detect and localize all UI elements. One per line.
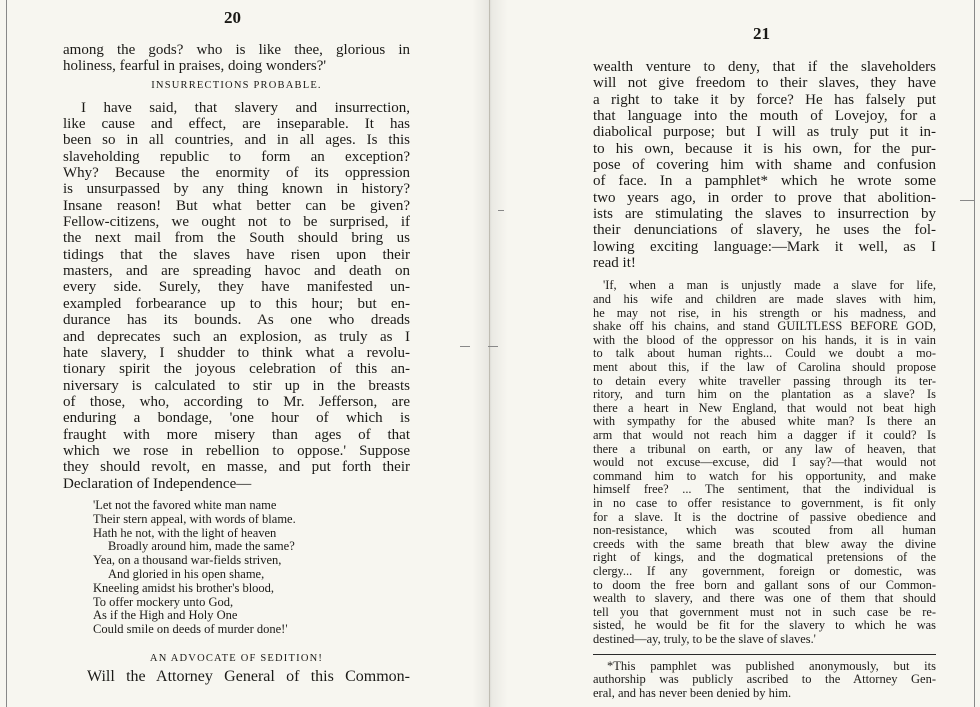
text-line: Fellow-citizens, we ought not to be surprised, if xyxy=(63,214,410,231)
margin-mark xyxy=(460,346,470,347)
quote-line: with sympathy for the abused white man? Is there an xyxy=(593,414,936,429)
quote-line: and his wife and children are made slaves with him, xyxy=(593,292,936,307)
text-line: of face. In a pamphlet* which he wrote some xyxy=(593,173,936,190)
quotation-block xyxy=(593,279,936,646)
quote-line: for a slave. It is the doctrine of passive obedience and xyxy=(593,509,936,524)
text-line: tidings that the slaves have risen upon their xyxy=(63,246,410,263)
poem-line: As if the High and Holy One xyxy=(93,608,238,623)
text-line: slaveholding republic to form an exception? xyxy=(63,148,410,165)
text-line: lowing exciting language:—Mark it well, as I xyxy=(593,238,936,255)
poem-line: Kneeling amidst his brother's blood, xyxy=(93,580,275,595)
quote-line: non-resistance, which was scouted from all human xyxy=(593,523,936,538)
text-line: holiness, fearful in praises, doing wonders?' xyxy=(63,58,327,75)
poem-line: 'Let not the favored white man name xyxy=(93,497,277,512)
quote-line: arm that would not reach him a dagger if it could? Is xyxy=(593,428,936,442)
text-line: they should revolt, en masse, and put forth their xyxy=(63,459,410,476)
left-edge-line xyxy=(6,0,7,707)
quote-line: 'If, when a man is unjustly made a slave for life, xyxy=(603,278,936,293)
quote-line: shake off his chains, and stand GUILTLESS BEFORE GOD, xyxy=(593,319,936,334)
text-line: like cause and effect, are inseparable. It has xyxy=(63,116,410,133)
text-line: and deprecates such an explosion, as truly as I xyxy=(63,328,410,345)
footnote-rule xyxy=(593,654,936,655)
margin-mark xyxy=(488,346,498,347)
text-line: hate slavery, I shudder to think what a revolu- xyxy=(63,344,410,361)
text-line: masters, and are spreading havoc and death on xyxy=(63,263,410,280)
margin-mark xyxy=(960,200,974,201)
poem-block xyxy=(93,499,410,637)
text-line: among the gods? who is like thee, glorious in xyxy=(63,42,410,58)
quote-line: himself free? ... The sentiment, that the individual is xyxy=(593,482,936,497)
text-line: Insane reason! But what better can be given? xyxy=(63,197,410,214)
text-line: two years ago, in order to prove that abolition- xyxy=(593,189,936,206)
poem-line: Hath he not, with the light of heaven xyxy=(93,525,277,540)
poem-line: Broadly around him, made the same? xyxy=(108,539,295,554)
text-line: durance has its bounds. As one who dreads xyxy=(63,312,410,329)
right-edge-line xyxy=(974,0,975,707)
text-line: of those, who, according to Mr. Jefferson, are xyxy=(63,393,410,410)
footnote-line: authorship was publicly ascribed to the Attorney Gen- xyxy=(593,672,936,687)
text-line: fraught with more misery than ages of that xyxy=(63,426,410,443)
margin-mark xyxy=(498,210,504,211)
text-line: Will the Attorney General of this Common- xyxy=(87,667,410,685)
text-line: that language into the mouth of Lovejoy, for a xyxy=(593,108,936,125)
quote-line: to detain every white traveller passing through its ter- xyxy=(593,373,936,388)
footnote-line: *This pamphlet was published anonymously, but its xyxy=(607,658,936,673)
text-line: every side. Surely, they have manifested un- xyxy=(63,279,410,296)
text-line: wealth venture to deny, that if the slaveholders xyxy=(593,59,936,75)
right-text-column xyxy=(593,59,936,700)
quote-line: to talk about human rights... Could we doubt a mo- xyxy=(593,346,936,361)
quote-line: wealth to slavery, and there was one of them that should xyxy=(593,591,936,606)
text-line: Why? Because the enormity of its oppression xyxy=(63,165,410,182)
quote-line: would not excuse—excuse, did I say?—that would not xyxy=(593,455,936,470)
gutter-shadow xyxy=(472,0,508,707)
quote-line: he may not rise, in his strength or his madness, and xyxy=(593,305,936,320)
text-line: read it! xyxy=(593,255,636,272)
text-line: exampled forbearance up to this hour; but en- xyxy=(63,295,410,312)
poem-line: Their stern appeal, with words of blame. xyxy=(93,511,296,526)
text-line: their denunciations of slavery, he uses the fol- xyxy=(593,222,936,239)
text-line: a right to take it by force? He has falsely put xyxy=(593,91,936,108)
section-heading: INSURRECTIONS PROBABLE. xyxy=(151,79,322,91)
left-text-column xyxy=(63,42,410,685)
quote-line: clergy... If any government, foreign or domestic, was xyxy=(593,563,936,578)
poem-line: And gloried in his open shame, xyxy=(108,566,265,581)
quote-line: in no case to offer resistance to government, is fit only xyxy=(593,495,936,510)
text-line: been so in all countries, and in all ages. Is this xyxy=(63,132,410,149)
quote-line: command him to watch for his opportunity, and make xyxy=(593,468,936,483)
text-line: Declaration of Independence— xyxy=(63,475,252,492)
text-line: tionary spirit the joyous celebration of this an- xyxy=(63,361,410,378)
page-number-left: 20 xyxy=(224,8,241,27)
poem-line: Yea, on a thousand war-fields striven, xyxy=(93,553,282,568)
quote-line: ment about this, if the law of Carolina should propose xyxy=(593,360,936,375)
text-line: pose of covering him with shame and confusion xyxy=(593,157,936,174)
quote-line: there a heart in New England, that would not beat high xyxy=(593,400,936,415)
quote-line: to doom the free born and gallant sons of our Common- xyxy=(593,577,936,592)
text-line: to his own, because it is his own, for the pur- xyxy=(593,140,936,157)
text-line: is unsurpassed by any thing known in history? xyxy=(63,181,410,198)
text-line: I have said, that slavery and insurrection, xyxy=(81,99,410,116)
section-heading-sedition: AN ADVOCATE OF SEDITION! xyxy=(149,652,324,664)
poem-line: To offer mockery unto God, xyxy=(93,594,234,609)
text-line: diabolical purpose; but I will as truly put it in- xyxy=(593,124,936,141)
text-line: will not give freedom to their slaves, they have xyxy=(593,75,936,92)
quote-line: destined—ay, truly, to be the slave of slaves.' xyxy=(593,631,816,646)
poem-line: Could smile on deeds of murder done!' xyxy=(93,622,288,637)
text-line: the next mail from the South should bring us xyxy=(63,230,410,247)
quote-line: ritory, and turn him on the plantation as a slave? Is xyxy=(593,387,936,402)
quote-line: there a tribunal on earth, or any law of heaven, that xyxy=(593,441,936,456)
text-line: niversary is calculated to stir up in the breasts xyxy=(63,377,410,394)
page-number-right: 21 xyxy=(753,24,770,43)
quote-line: creeds with the same breath that blew away the divine xyxy=(593,536,936,551)
text-line: enduring a bondage, 'one hour of which is xyxy=(63,410,410,427)
text-line: which we rose in rebellion to oppose.' Suppose xyxy=(63,442,410,459)
quote-line: with the blood of the oppressor on his hands, it is in vain xyxy=(593,332,936,347)
quote-line: right of kings, and the dogmatical pretensions of the xyxy=(593,550,936,565)
quote-line: tell you that government must not in such case be re- xyxy=(593,604,936,619)
text-line: ists are stimulating the slaves to insurrection by xyxy=(593,206,936,223)
quote-line: sisted, he would be fit for the slavery to which he was xyxy=(593,618,936,633)
footnote-line: eral, and has never been denied by him. xyxy=(593,685,792,700)
footnote xyxy=(593,660,936,701)
